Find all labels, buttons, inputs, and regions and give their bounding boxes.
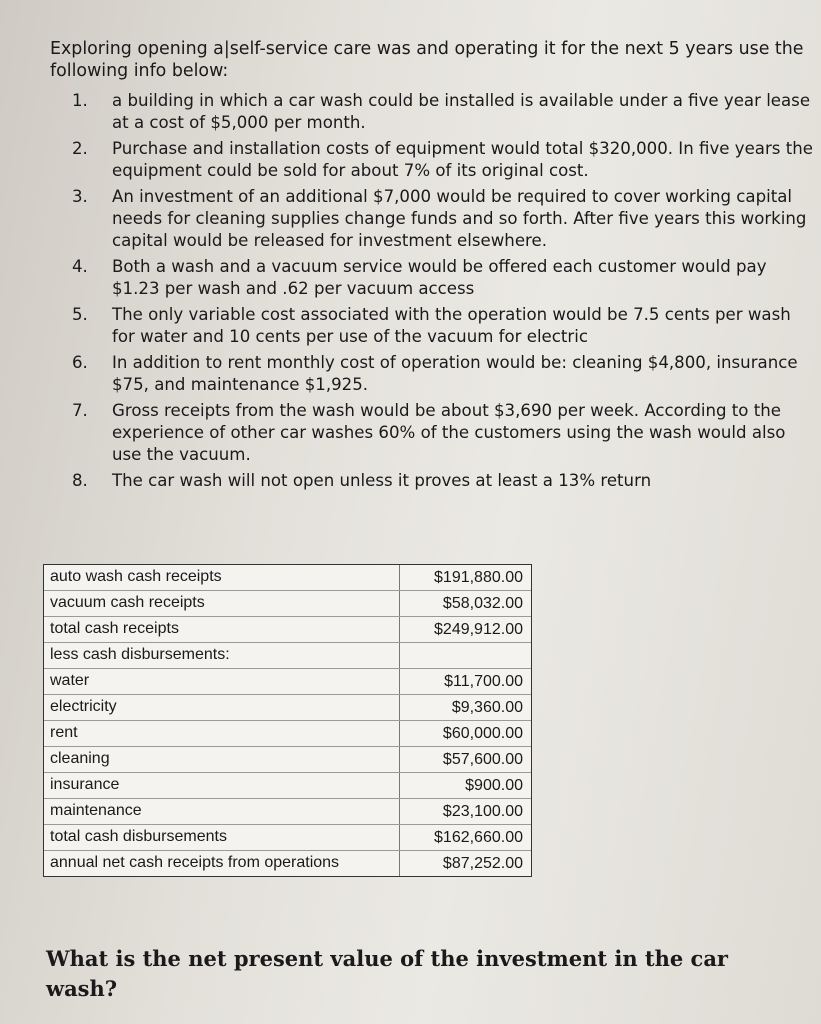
item-number: 6.	[72, 353, 88, 372]
item-number: 7.	[72, 401, 88, 420]
table-row	[44, 747, 531, 773]
item-text: Both a wash and a vacuum service would be offered each customer would pay $1.23 per wash and .62 per vacuum access	[112, 257, 767, 298]
row-label: insurance	[44, 773, 400, 798]
table-row	[44, 851, 531, 876]
list-item	[72, 90, 817, 134]
item-number: 4.	[72, 257, 88, 276]
info-list	[72, 90, 817, 496]
row-label: annual net cash receipts from operations	[44, 851, 400, 876]
question-text: What is the net present value of the investment in the car wash?	[46, 946, 728, 1001]
row-label: rent	[44, 721, 400, 746]
row-label: cleaning	[44, 747, 400, 772]
table-row	[44, 721, 531, 747]
table-row	[44, 825, 531, 851]
row-label: total cash receipts	[44, 617, 400, 642]
row-value: $9,360.00	[451, 699, 523, 716]
row-label: auto wash cash receipts	[44, 565, 400, 590]
item-text: In addition to rent monthly cost of operation would be: cleaning $4,800, insurance $75, and maintenance $1,925.	[112, 353, 798, 394]
item-number: 8.	[72, 471, 88, 490]
row-label: vacuum cash receipts	[44, 591, 400, 616]
item-text: Gross receipts from the wash would be about $3,690 per week. According to the experience of other car washes 60% of the customers using the wash would also use the vacuum.	[112, 401, 786, 464]
row-value: $162,660.00	[434, 829, 523, 846]
item-text: Purchase and installation costs of equipment would total $320,000. In five years the equipment could be sold for about 7% of its original cost.	[112, 139, 813, 180]
table-row	[44, 695, 531, 721]
list-item	[72, 352, 817, 396]
item-number: 3.	[72, 187, 88, 206]
row-label: total cash disbursements	[44, 825, 400, 850]
row-value: $11,700.00	[444, 673, 523, 690]
row-value: $60,000.00	[442, 725, 523, 742]
list-item	[72, 400, 817, 466]
list-item	[72, 470, 817, 492]
item-text: The only variable cost associated with the operation would be 7.5 cents per wash for water and 10 cents per use of the vacuum for electric	[112, 305, 791, 346]
list-item	[72, 138, 817, 182]
table-row	[44, 617, 531, 643]
table-row	[44, 565, 531, 591]
row-value: $58,032.00	[442, 595, 523, 612]
row-value: $900.00	[465, 777, 523, 794]
row-label: maintenance	[44, 799, 400, 824]
row-value	[400, 643, 531, 668]
row-value: $191,880.00	[434, 569, 523, 586]
row-value: $87,252.00	[442, 855, 523, 872]
row-label: water	[44, 669, 400, 694]
list-item	[72, 256, 817, 300]
list-item	[72, 186, 817, 252]
item-text: a building in which a car wash could be installed is available under a five year lease at a cost of $5,000 per month.	[112, 91, 811, 132]
cash-flow-table	[43, 564, 532, 877]
item-number: 1.	[72, 91, 88, 110]
row-label: less cash disbursements:	[44, 643, 400, 668]
row-value: $249,912.00	[434, 621, 523, 638]
row-label: electricity	[44, 695, 400, 720]
item-text: The car wash will not open unless it proves at least a 13% return	[112, 471, 652, 490]
table-row	[44, 799, 531, 825]
item-number: 5.	[72, 305, 88, 324]
table-row	[44, 773, 531, 799]
table-row	[44, 669, 531, 695]
intro-paragraph: Exploring opening a|self-service care was and operating it for the next 5 years use the following info below:	[50, 39, 804, 81]
row-value: $57,600.00	[442, 751, 523, 768]
row-value: $23,100.00	[442, 803, 523, 820]
table-row	[44, 591, 531, 617]
list-item	[72, 304, 817, 348]
item-number: 2.	[72, 139, 88, 158]
item-text: An investment of an additional $7,000 would be required to cover working capital needs for cleaning supplies change funds and so forth. After five years this working capital would be released for investment elsewhere.	[112, 187, 807, 250]
table-row	[44, 643, 531, 669]
